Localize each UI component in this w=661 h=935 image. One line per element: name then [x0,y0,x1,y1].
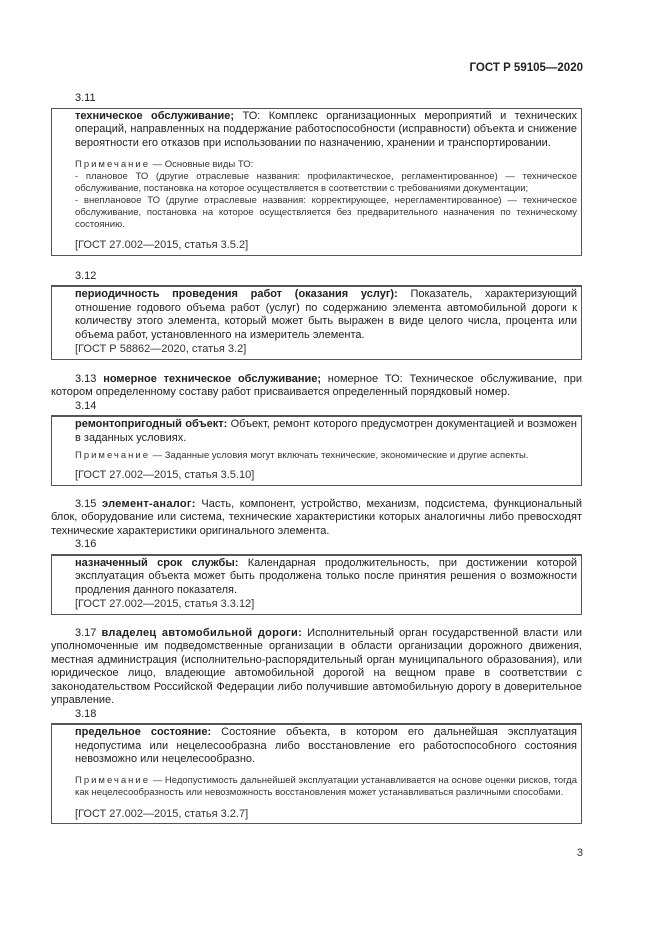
document-id: ГОСТ Р 59105—2020 [469,62,583,74]
term: назначенный срок службы: [75,556,239,569]
definition: номерное ТО: Техническое обслуживание, при котором определенному составу работ присваивается определенный порядковый номер. [51,372,582,398]
term: ремонтопригодный объект: [75,418,228,430]
note-label: Примечание [75,774,150,786]
definition: Календарная продолжительность, при достижении которой эксплуатация объекта может быть продолжена только после принятия решения о возможности продления данного показателя. [75,556,577,596]
entry-3-14 [51,400,582,486]
entry-3-17 [51,627,582,708]
term: элемент-аналог: [102,497,196,510]
source-reference: [ГОСТ 27.002—2015, статья 3.5.10] [75,469,255,481]
definition: Показатель, характеризующий отношение годового объема работ (услуг) по содержанию элемента автомобильной дороги к количеству этого элемента, который может быть выражен в виде целого числа, процента или объема работ, установленного на измеритель элемента. [75,288,577,341]
source-reference: [ГОСТ 27.002—2015, статья 3.5.2] [75,239,249,251]
entry-number: 3.13 [75,372,97,385]
note-text: — Недопустимость дальнейшей эксплуатации устанавливается на основе оценки рисков, тогда как нецелесообразность или невозможность восстановления может устанавливаться различными способами. [75,774,577,798]
definition-box [51,285,582,360]
entry-number: 3.15 [75,497,97,510]
definition: Состояние объекта, в котором его дальнейшая эксплуатация недопустима или нецелесообразна либо восстановление его работоспособного состояния невозможно или нецелесообразно. [75,726,577,765]
definition: Исполнительный орган государственной власти или уполномоченные им подведомственные организации в области организации дорожного движения, местная администрация (исполнительно-распорядительный орган муниципального образования), или юридическое лицо, владеющие автомобильной дорогой на вещном праве в соответствии с законодательством Российской Федерации либо получившие автомобильную дорогу в доверительное управление. [51,626,583,706]
term: периодичность проведения работ (оказания услуг): [75,288,398,300]
entry-number: 3.16 [75,538,97,550]
definition: Часть, компонент, устройство, механизм, подсистема, функциональный блок, оборудование или система, технические характеристики которых аналогичны либо превосходят технические характеристики оригинального элемента. [51,497,582,537]
document-body [51,92,582,824]
term: техническое обслуживание; [75,109,235,122]
entry-number: 3.17 [75,626,97,639]
entry-3-13 [51,373,582,400]
source-reference: [ГОСТ 27.002—2015, статья 3.3.12] [75,598,255,610]
entry-number: 3.11 [75,92,96,104]
definition: Объект, ремонт которого предусмотрен документацией и возможен в заданных условиях. [75,418,577,444]
definition-box [51,415,582,486]
note-text: — Заданные условия могут включать технические, экономические и другие аспекты. [150,450,529,461]
definition: ТО: Комплекс организационных мероприятий и технических операций, направленных на поддержание работоспособности (исправности) объекта и снижение вероятности его отказов при использовании по назначению, хранении и транспортировании. [75,109,577,149]
entry-number: 3.14 [75,399,97,412]
note-item: - внеплановое ТО (другие отраслевые названия: корректирующее, нерегламентированное) — техническое обслуживание, постановка на которое осуществляется без предварительного назначения по техническому состоянию. [75,195,577,230]
definition-box [51,108,582,256]
entry-number: 3.12 [75,269,97,282]
page-number: 3 [576,847,583,859]
definition-box [51,723,582,824]
entry-3-16 [51,538,582,615]
entry-3-18 [51,708,582,825]
note-label: Примечание [75,159,150,170]
note-label: Примечание [75,450,150,461]
term: предельное состояние: [75,726,212,738]
definition-box [51,554,582,615]
note-text: — Основные виды ТО: [150,159,254,170]
note-item: - плановое ТО (другие отраслевые названия: профилактическое, регламентированное) — техническое обслуживание, постановка на которое осуществляется в соответствии с требованиями документации; [75,171,577,194]
entry-3-11 [51,92,582,256]
source-reference: [ГОСТ Р 58862—2020, статья 3.2] [75,343,247,355]
source-reference: [ГОСТ 27.002—2015, статья 3.2.7] [75,807,249,820]
term: владелец автомобильной дороги: [101,626,303,639]
term: номерное техническое обслуживание; [103,372,322,385]
entry-3-15 [51,498,582,539]
entry-number: 3.18 [75,707,97,720]
entry-3-12 [51,270,582,360]
